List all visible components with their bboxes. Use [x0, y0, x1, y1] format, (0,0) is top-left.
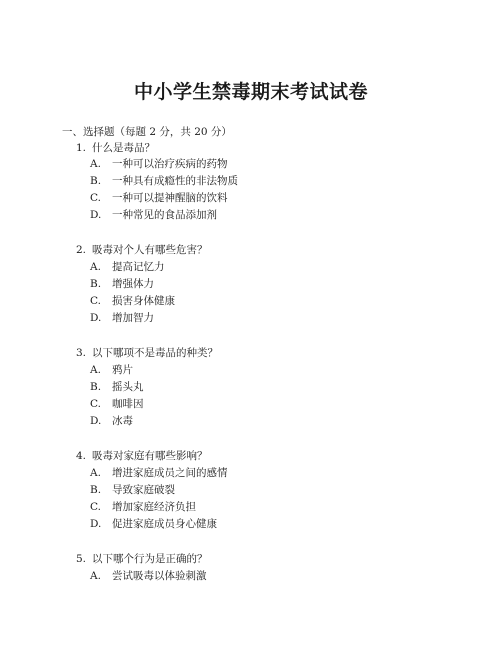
option-key: A. [90, 467, 101, 479]
option-key: C. [90, 501, 101, 513]
option-key: B. [90, 278, 102, 290]
option-key: B. [90, 175, 102, 187]
question-number: 5. [76, 553, 87, 565]
q2-option-b [90, 277, 154, 291]
q3-option-b [90, 380, 144, 394]
option-key: D. [90, 518, 102, 530]
option-text: 导致家庭破裂 [112, 484, 175, 496]
question-text: 吸毒对家庭有哪些影响？ [92, 450, 208, 462]
q3-option-a [90, 363, 133, 377]
option-text: 鸦片 [112, 364, 133, 376]
option-key: D. [90, 312, 102, 324]
q5-option-a [90, 569, 207, 583]
option-text: 尝试吸毒以体验刺激 [112, 570, 207, 582]
option-key: C. [90, 398, 101, 410]
q4-option-c [90, 500, 196, 514]
option-key: D. [90, 209, 102, 221]
option-text: 提高记忆力 [112, 261, 165, 273]
question-2 [76, 243, 208, 257]
option-key: A. [90, 570, 101, 582]
question-5 [76, 552, 208, 566]
option-text: 一种可以治疗疾病的药物 [112, 158, 228, 170]
question-text: 什么是毒品？ [92, 142, 155, 154]
question-text: 以下哪个行为是正确的？ [92, 553, 208, 565]
option-key: A. [90, 261, 101, 273]
q2-option-c [90, 294, 175, 308]
q2-option-a [90, 260, 165, 274]
option-key: B. [90, 381, 102, 393]
question-text: 以下哪项不是毒品的种类？ [92, 347, 218, 359]
option-text: 一种可以提神醒脑的饮料 [112, 192, 228, 204]
section-heading: 一、选择题（每题 2 分，共 20 分） [62, 126, 232, 138]
question-1 [76, 141, 155, 155]
q1-option-b [90, 174, 238, 188]
q3-option-d [90, 414, 133, 428]
option-text: 一种常见的食品添加剂 [112, 209, 217, 221]
q4-option-b [90, 483, 175, 497]
option-text: 增强体力 [112, 278, 154, 290]
question-4 [76, 449, 208, 463]
option-text: 增进家庭成员之间的感情 [112, 467, 228, 479]
question-number: 1. [76, 142, 87, 154]
question-number: 4. [76, 450, 87, 462]
q4-option-d [90, 517, 217, 531]
option-text: 损害身体健康 [112, 295, 175, 307]
q1-option-a [90, 157, 228, 171]
option-text: 促进家庭成员身心健康 [112, 518, 217, 530]
option-text: 增加家庭经济负担 [112, 501, 196, 513]
option-key: C. [90, 192, 101, 204]
option-key: A. [90, 364, 101, 376]
exam-title: 中小学生禁毒期末考试试卷 [133, 81, 368, 103]
option-key: B. [90, 484, 102, 496]
question-text: 吸毒对个人有哪些危害？ [92, 244, 208, 256]
question-number: 2. [76, 244, 87, 256]
option-text: 增加智力 [112, 312, 154, 324]
option-text: 咖啡因 [112, 398, 144, 410]
option-text: 冰毒 [112, 415, 133, 427]
q1-option-d [90, 208, 217, 222]
option-key: A. [90, 158, 101, 170]
option-key: C. [90, 295, 101, 307]
q1-option-c [90, 191, 228, 205]
option-text: 一种具有成瘾性的非法物质 [112, 175, 238, 187]
question-number: 3. [76, 347, 87, 359]
q3-option-c [90, 397, 144, 411]
q2-option-d [90, 311, 154, 325]
option-key: D. [90, 415, 102, 427]
option-text: 摇头丸 [112, 381, 144, 393]
question-3 [76, 346, 218, 360]
q4-option-a [90, 466, 228, 480]
